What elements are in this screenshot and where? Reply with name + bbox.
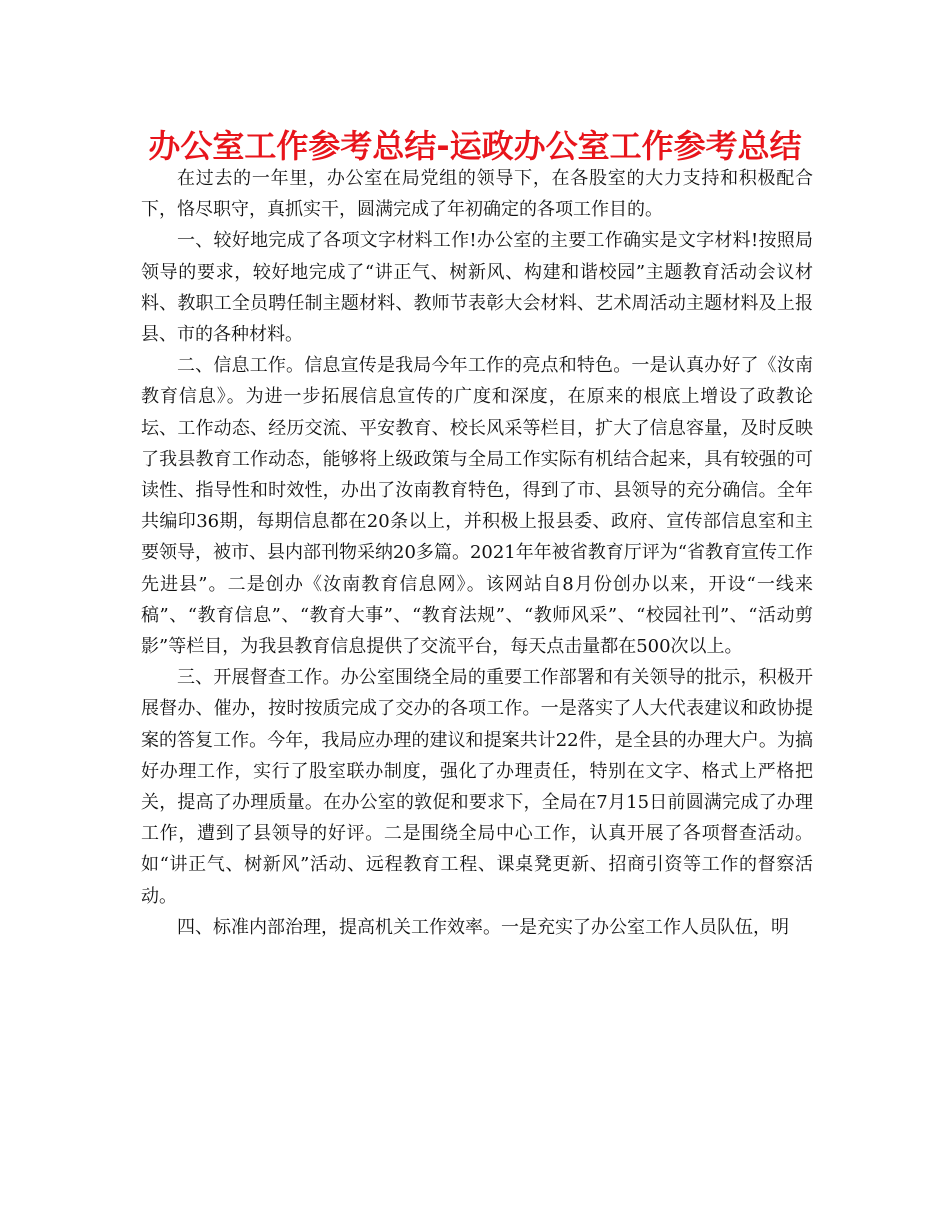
paragraph-intro: 在过去的一年里，办公室在局党组的领导下，在各股室的大力支持和积极配合下，恪尽职守，真抓实干，圆满完成了年初确定的各项工作目的。 <box>141 168 813 221</box>
paragraph-information-work: 二、信息工作。信息宣传是我局今年工作的亮点和特色。一是认真办好了《汝南教育信息》。为进一步拓展信息宣传的广度和深度，在原来的根底上增设了政教论坛、工作动态、经历交流、平安教育、校长风采等栏目，扩大了信息容量，及时反映了我县教育工作动态，能够将上级政策与全局工作实际有机结合起来，具有较强的可读性、指导性和时效性，办出了汝南教育特色，得到了市、县领导的充分确信。全年共编印36期，每期信息都在20条以上，并积极上报县委、政府、宣传部信息室和主要领导，被市、县内部刊物采纳20多篇。2021年年被省教育厅评为“省教育宣传工作先进县”。二是创办《汝南教育信息网》。该网站自8月份创办以来，开设“一线来稿”、“教育信息”、“教育大事”、“教育法规”、“教师风采”、“校园社刊”、“活动剪影”等栏目，为我县教育信息提供了交流平台，每天点击量都在500次以上。 <box>141 355 813 658</box>
paragraph-internal-management: 四、标准内部治理，提高机关工作效率。一是充实了办公室工作人员队伍，明 <box>177 916 789 938</box>
paragraph-text-materials: 一、较好地完成了各项文字材料工作!办公室的主要工作确实是文字材料!按照局领导的要求，较好地完成了“讲正气、树新风、构建和谐校园”主题教育活动会议材料、教职工全员聘任制主题材料、教师节表彰大会材料、艺术周活动主题材料及上报县、市的各种材料。 <box>141 230 813 346</box>
document-body <box>141 163 813 943</box>
paragraph-supervision-work: 三、开展督查工作。办公室围绕全局的重要工作部署和有关领导的批示，积极开展督办、催办，按时按质完成了交办的各项工作。一是落实了人大代表建议和政协提案的答复工作。今年，我局应办理的建议和提案共计22件，是全县的办理大户。为搞好办理工作，实行了股室联办制度，强化了办理责任，特别在文字、格式上严格把关，提高了办理质量。在办公室的敦促和要求下，全局在7月15日前圆满完成了办理工作，遭到了县领导的好评。二是围绕全局中心工作，认真开展了各项督查活动。如“讲正气、树新风”活动、远程教育工程、课桌凳更新、招商引资等工作的督察活动。 <box>141 667 813 907</box>
document-title: 办公室工作参考总结-运政办公室工作参考总结 <box>148 127 802 165</box>
